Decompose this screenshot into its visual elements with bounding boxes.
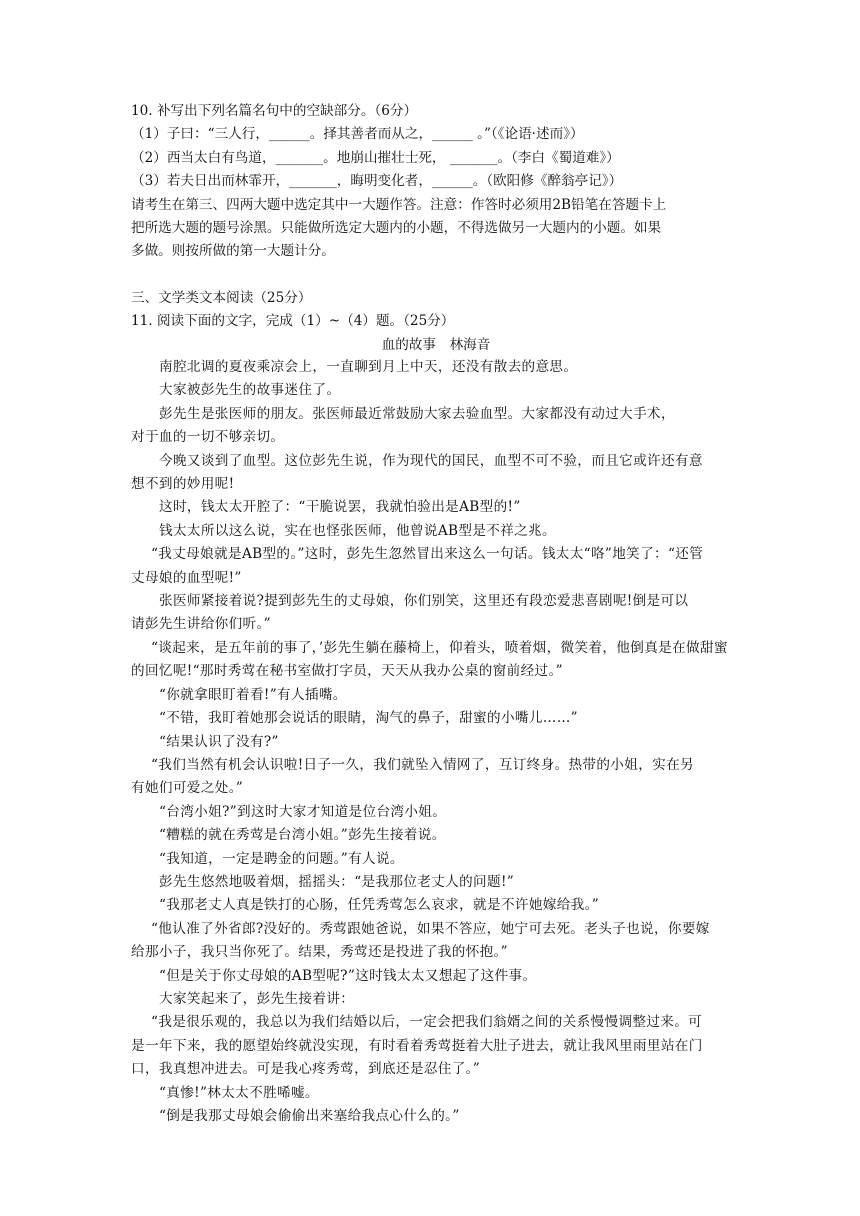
story-line: “我那老丈人真是铁打的心肠，任凭秀莺怎么哀求，就是不许她嫁给我。”	[159, 897, 600, 914]
story-line: “我丈母娘就是AB型的。”这时，彭先生忽然冒出来这么一句话。钱太太“咯”地笑了：“还管	[151, 546, 704, 563]
story-line: “但是关于你丈母娘的AB型呢?”这时钱太太又想起了这件事。	[159, 967, 537, 984]
story-body	[131, 356, 731, 1128]
story-line: 大家被彭先生的故事迷住了。	[159, 382, 341, 399]
story-line: “糟糕的就在秀莺是台湾小姐。”彭先生接着说。	[159, 827, 446, 844]
story-line: 彭先生悠然地吸着烟，摇摇头：“是我那位老丈人的问题!”	[159, 873, 515, 890]
story-title: 血的故事 林海音	[381, 336, 491, 353]
story-line: “我知道，一定是聘金的问题。”有人说。	[159, 850, 404, 867]
notice-line-3: 多做。则按所做的第一大题计分。	[131, 243, 335, 260]
story-line: 口，我真想冲进去。可是我心疼秀莺，到底还是忍住了。”	[131, 1061, 481, 1078]
story-line: 是一年下来，我的愿望始终就没实现，有时看着秀莺挺着大肚子进去，就让我风里雨里站在门	[131, 1037, 703, 1054]
story-line: 大家笑起来了，彭先生接着讲：	[159, 990, 355, 1007]
story-line: “我是很乐观的，我总以为我们结婚以后，一定会把我们翁婿之间的关系慢慢调整过来。可	[151, 1014, 703, 1031]
story-line: 请彭先生讲给你们听。”	[131, 616, 271, 633]
story-line: 对于血的一切不够亲切。	[131, 429, 285, 446]
story-line: “你就拿眼盯着看!”有人插嘴。	[159, 686, 347, 703]
story-line: 想不到的妙用呢!	[131, 476, 235, 493]
section-three	[131, 287, 731, 357]
story-line: 今晚又谈到了血型。这位彭先生说，作为现代的国民，血型不可不验，而且它或许还有意	[159, 452, 703, 469]
notice-line-1: 请考生在第三、四两大题中选定其中一大题作答。注意：作答时必须用2B铅笔在答题卡上	[131, 196, 667, 213]
story-line: “真惨!”林太太不胜唏嘘。	[159, 1084, 319, 1101]
story-line: 张医师紧接着说?提到彭先生的丈母娘，你们别笑，这里还有段恋爱悲喜剧呢!倒是可以	[159, 593, 689, 610]
story-line: “谈起来，是五年前的事了，’彭先生躺在藤椅上，仰着头，喷着烟，微笑着，他倒真是在做甜蜜	[151, 639, 728, 656]
question-10-title: 10. 补写出下列名篇名句中的空缺部分。（6分）	[131, 103, 418, 119]
story-line: 给那小子，我只当你死了。结果，秀莺还是投进了我的怀抱。”	[131, 944, 508, 961]
question-10	[131, 100, 731, 264]
story-line: “不错，我盯着她那会说话的眼睛，淘气的鼻子，甜蜜的小嘴儿……”	[159, 710, 578, 727]
story-line: 南腔北调的夏夜乘凉会上，一直聊到月上中天，还没有散去的意思。	[159, 359, 578, 375]
story-line: 的回忆呢!“那时秀莺在秘书室做打字员，天天从我办公桌的窗前经过。”	[131, 663, 563, 680]
story-line: 钱太太所以这么说，实在也怪张医师，他曾说AB型是不祥之兆。	[159, 522, 556, 539]
story-line: 丈母娘的血型呢!”	[131, 569, 242, 586]
question-11-title: 11. 阅读下面的文字，完成（1）~（4）题。（25分）	[131, 313, 455, 330]
story-line: “我们当然有机会认识啦!日子一久，我们就坠入情网了，互订终身。热带的小姐，实在另	[151, 756, 694, 773]
notice-line-2: 把所选大题的题号涂黑。只能做所选定大题内的小题，不得选做另一大题内的小题。如果	[131, 220, 662, 237]
story-line: “他认准了外省郎?没好的。秀莺跟她爸说，如果不答应，她宁可去死。老头子也说，你要嫁	[151, 920, 710, 937]
question-10-item-1: （1）子曰：“三人行，______。择其善者而从之，______ 。”（《论语·述而》）	[131, 126, 584, 143]
story-line: “台湾小姐?”到这时大家才知道是位台湾小姐。	[159, 803, 447, 820]
story-line: 彭先生是张医师的朋友。张医师最近常鼓励大家去验血型。大家都没有动过大手术，	[159, 405, 675, 422]
question-10-item-3: （3）若夫日出而林霏开，_______，晦明变化者，______。（欧阳修《醉翁亭记》）	[131, 173, 623, 190]
question-10-item-2: （2）西当太白有鸟道，_______。地崩山摧壮士死， _______。（李白《蜀道难》）	[131, 149, 620, 166]
story-line: “结果认识了没有?”	[159, 733, 279, 750]
story-line: 这时，钱太太开腔了：“干脆说罢，我就怕验出是AB型的!”	[159, 499, 521, 516]
story-line: “倒是我那丈母娘会偷偷出来塞给我点心什么的。”	[159, 1108, 460, 1124]
section-heading: 三、文学类文本阅读（25分）	[131, 290, 312, 306]
story-line: 有她们可爱之处。”	[131, 780, 244, 797]
